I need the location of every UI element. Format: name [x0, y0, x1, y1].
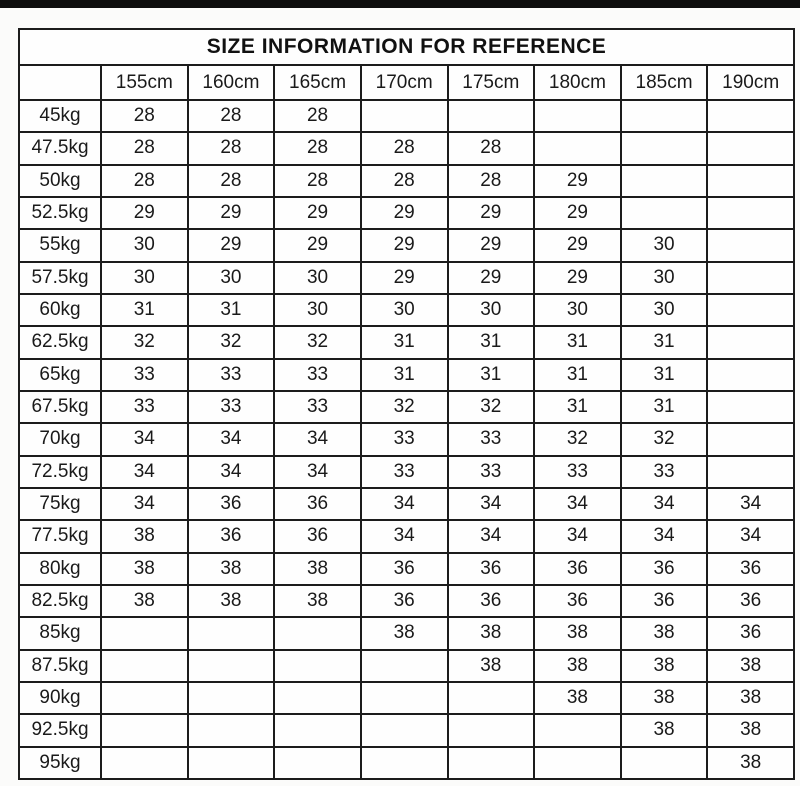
size-cell: 28 — [188, 100, 275, 132]
size-cell: 38 — [448, 617, 535, 649]
size-cell: 36 — [361, 585, 448, 617]
size-cell: 33 — [188, 391, 275, 423]
size-cell — [621, 100, 708, 132]
size-cell: 28 — [101, 165, 188, 197]
size-cell: 32 — [274, 326, 361, 358]
size-cell: 38 — [534, 650, 621, 682]
size-cell: 38 — [534, 682, 621, 714]
size-cell: 36 — [448, 553, 535, 585]
size-cell: 34 — [274, 423, 361, 455]
size-cell: 29 — [361, 197, 448, 229]
table-row-90kg — [19, 682, 794, 714]
size-cell — [361, 747, 448, 779]
size-cell: 33 — [274, 391, 361, 423]
table-row-65kg — [19, 359, 794, 391]
size-cell: 36 — [707, 553, 794, 585]
table-row-85kg — [19, 617, 794, 649]
size-cell: 28 — [274, 132, 361, 164]
size-cell: 38 — [361, 617, 448, 649]
size-cell: 34 — [621, 488, 708, 520]
size-cell: 30 — [101, 229, 188, 261]
size-cell: 29 — [361, 229, 448, 261]
size-cell: 33 — [448, 456, 535, 488]
size-cell: 29 — [274, 229, 361, 261]
size-cell: 33 — [188, 359, 275, 391]
size-cell: 38 — [707, 747, 794, 779]
size-cell: 28 — [448, 165, 535, 197]
size-cell: 36 — [361, 553, 448, 585]
size-cell: 38 — [621, 714, 708, 746]
size-cell: 28 — [101, 132, 188, 164]
size-cell: 34 — [534, 488, 621, 520]
weight-label: 72.5kg — [19, 456, 101, 488]
size-cell: 36 — [707, 585, 794, 617]
weight-label: 47.5kg — [19, 132, 101, 164]
size-cell — [707, 359, 794, 391]
size-cell: 28 — [448, 132, 535, 164]
size-cell: 30 — [621, 294, 708, 326]
size-cell: 38 — [448, 650, 535, 682]
size-cell — [448, 747, 535, 779]
size-cell — [274, 682, 361, 714]
table-row-62.5kg — [19, 326, 794, 358]
weight-label: 85kg — [19, 617, 101, 649]
size-cell — [621, 197, 708, 229]
size-cell: 31 — [621, 391, 708, 423]
size-cell — [707, 326, 794, 358]
size-cell: 36 — [188, 520, 275, 552]
size-cell: 38 — [707, 714, 794, 746]
weight-label: 45kg — [19, 100, 101, 132]
size-cell: 31 — [361, 326, 448, 358]
size-cell: 33 — [361, 456, 448, 488]
page-title: SIZE INFORMATION FOR REFERENCE — [19, 29, 794, 65]
size-cell: 33 — [101, 359, 188, 391]
size-cell — [707, 165, 794, 197]
height-header-row — [19, 65, 794, 100]
table-row-95kg — [19, 747, 794, 779]
size-cell: 38 — [101, 585, 188, 617]
size-cell: 31 — [101, 294, 188, 326]
size-cell: 34 — [361, 488, 448, 520]
size-cell: 31 — [534, 326, 621, 358]
size-cell: 29 — [534, 165, 621, 197]
size-cell: 33 — [448, 423, 535, 455]
size-cell: 29 — [534, 262, 621, 294]
table-row-72.5kg — [19, 456, 794, 488]
size-cell — [274, 650, 361, 682]
height-header-155cm: 155cm — [101, 65, 188, 100]
size-cell: 28 — [101, 100, 188, 132]
size-cell: 28 — [274, 100, 361, 132]
size-cell — [534, 714, 621, 746]
weight-label: 70kg — [19, 423, 101, 455]
size-cell: 30 — [621, 262, 708, 294]
size-cell: 32 — [448, 391, 535, 423]
size-cell — [101, 682, 188, 714]
size-cell — [188, 617, 275, 649]
size-cell — [707, 294, 794, 326]
size-cell: 36 — [621, 585, 708, 617]
size-cell: 38 — [621, 650, 708, 682]
size-cell: 28 — [188, 132, 275, 164]
table-row-52.5kg — [19, 197, 794, 229]
size-cell: 31 — [534, 391, 621, 423]
top-black-bar — [0, 0, 800, 8]
size-cell: 30 — [188, 262, 275, 294]
height-header-190cm: 190cm — [707, 65, 794, 100]
size-cell: 29 — [448, 229, 535, 261]
size-cell: 38 — [101, 553, 188, 585]
weight-label: 67.5kg — [19, 391, 101, 423]
size-cell: 28 — [188, 165, 275, 197]
table-row-60kg — [19, 294, 794, 326]
size-cell: 29 — [274, 197, 361, 229]
size-cell: 36 — [448, 585, 535, 617]
weight-label: 62.5kg — [19, 326, 101, 358]
size-cell: 38 — [188, 553, 275, 585]
size-cell: 28 — [361, 165, 448, 197]
size-cell: 29 — [448, 262, 535, 294]
size-cell: 29 — [534, 229, 621, 261]
height-header-170cm: 170cm — [361, 65, 448, 100]
weight-label: 57.5kg — [19, 262, 101, 294]
size-cell: 32 — [361, 391, 448, 423]
table-title-row — [19, 29, 794, 65]
size-cell: 31 — [448, 359, 535, 391]
size-cell: 33 — [101, 391, 188, 423]
size-reference-table — [18, 28, 795, 780]
size-cell — [274, 747, 361, 779]
corner-cell — [19, 65, 101, 100]
size-cell — [101, 617, 188, 649]
size-cell: 34 — [448, 488, 535, 520]
size-cell — [361, 650, 448, 682]
size-cell — [534, 100, 621, 132]
size-cell — [274, 714, 361, 746]
size-cell: 34 — [361, 520, 448, 552]
size-cell — [534, 747, 621, 779]
size-cell — [101, 714, 188, 746]
size-cell: 32 — [188, 326, 275, 358]
size-cell: 28 — [361, 132, 448, 164]
size-cell — [707, 262, 794, 294]
size-cell: 31 — [361, 359, 448, 391]
size-cell: 36 — [707, 617, 794, 649]
size-cell: 34 — [274, 456, 361, 488]
weight-label: 82.5kg — [19, 585, 101, 617]
weight-label: 77.5kg — [19, 520, 101, 552]
size-cell — [361, 682, 448, 714]
weight-label: 95kg — [19, 747, 101, 779]
size-cell — [188, 682, 275, 714]
size-cell: 30 — [621, 229, 708, 261]
size-cell: 31 — [534, 359, 621, 391]
size-cell: 36 — [274, 520, 361, 552]
size-cell — [448, 714, 535, 746]
table-row-82.5kg — [19, 585, 794, 617]
height-header-165cm: 165cm — [274, 65, 361, 100]
size-cell — [707, 456, 794, 488]
size-cell: 32 — [621, 423, 708, 455]
size-cell: 38 — [101, 520, 188, 552]
table-row-57.5kg — [19, 262, 794, 294]
size-cell: 28 — [274, 165, 361, 197]
size-cell: 36 — [534, 585, 621, 617]
size-cell — [448, 100, 535, 132]
size-cell: 38 — [621, 617, 708, 649]
size-cell: 30 — [361, 294, 448, 326]
size-cell: 34 — [707, 488, 794, 520]
size-cell — [534, 132, 621, 164]
weight-label: 92.5kg — [19, 714, 101, 746]
size-cell — [707, 391, 794, 423]
size-cell: 32 — [101, 326, 188, 358]
size-cell — [101, 650, 188, 682]
size-cell: 38 — [707, 682, 794, 714]
size-cell: 30 — [534, 294, 621, 326]
size-cell — [621, 165, 708, 197]
size-cell: 34 — [101, 456, 188, 488]
size-cell: 34 — [707, 520, 794, 552]
size-cell — [621, 132, 708, 164]
size-cell: 34 — [101, 488, 188, 520]
size-cell: 29 — [188, 229, 275, 261]
size-cell: 31 — [448, 326, 535, 358]
size-cell: 36 — [274, 488, 361, 520]
table-row-55kg — [19, 229, 794, 261]
size-cell: 33 — [361, 423, 448, 455]
size-cell: 34 — [188, 456, 275, 488]
size-cell: 33 — [274, 359, 361, 391]
weight-label: 65kg — [19, 359, 101, 391]
size-cell: 38 — [621, 682, 708, 714]
table-row-75kg — [19, 488, 794, 520]
size-cell — [621, 747, 708, 779]
size-cell: 34 — [448, 520, 535, 552]
size-cell: 38 — [274, 585, 361, 617]
weight-label: 87.5kg — [19, 650, 101, 682]
size-cell — [274, 617, 361, 649]
size-cell — [361, 100, 448, 132]
size-cell: 31 — [621, 326, 708, 358]
size-cell: 29 — [361, 262, 448, 294]
table-row-67.5kg — [19, 391, 794, 423]
size-cell — [707, 100, 794, 132]
size-cell: 30 — [274, 262, 361, 294]
size-cell: 32 — [534, 423, 621, 455]
weight-label: 55kg — [19, 229, 101, 261]
height-header-185cm: 185cm — [621, 65, 708, 100]
weight-label: 75kg — [19, 488, 101, 520]
size-cell: 33 — [534, 456, 621, 488]
size-cell: 31 — [188, 294, 275, 326]
size-cell: 38 — [534, 617, 621, 649]
size-cell — [188, 747, 275, 779]
size-cell: 29 — [448, 197, 535, 229]
size-cell — [448, 682, 535, 714]
size-cell — [361, 714, 448, 746]
table-row-47.5kg — [19, 132, 794, 164]
size-cell: 29 — [188, 197, 275, 229]
weight-label: 50kg — [19, 165, 101, 197]
size-cell: 34 — [534, 520, 621, 552]
size-cell: 30 — [101, 262, 188, 294]
size-cell: 29 — [101, 197, 188, 229]
size-cell: 36 — [188, 488, 275, 520]
table-row-87.5kg — [19, 650, 794, 682]
size-cell: 38 — [707, 650, 794, 682]
size-cell: 38 — [188, 585, 275, 617]
size-cell — [707, 229, 794, 261]
size-cell — [188, 650, 275, 682]
table-row-70kg — [19, 423, 794, 455]
size-cell: 34 — [101, 423, 188, 455]
weight-label: 90kg — [19, 682, 101, 714]
weight-label: 80kg — [19, 553, 101, 585]
table-row-77.5kg — [19, 520, 794, 552]
size-cell: 29 — [534, 197, 621, 229]
height-header-160cm: 160cm — [188, 65, 275, 100]
table-row-80kg — [19, 553, 794, 585]
size-cell — [707, 423, 794, 455]
size-cell: 36 — [621, 553, 708, 585]
table-row-92.5kg — [19, 714, 794, 746]
size-cell: 30 — [274, 294, 361, 326]
size-cell: 38 — [274, 553, 361, 585]
size-cell: 34 — [188, 423, 275, 455]
weight-label: 52.5kg — [19, 197, 101, 229]
height-header-175cm: 175cm — [448, 65, 535, 100]
size-cell — [707, 197, 794, 229]
size-cell — [707, 132, 794, 164]
height-header-180cm: 180cm — [534, 65, 621, 100]
size-cell — [101, 747, 188, 779]
size-cell: 34 — [621, 520, 708, 552]
size-cell: 31 — [621, 359, 708, 391]
size-cell: 30 — [448, 294, 535, 326]
size-cell: 36 — [534, 553, 621, 585]
table-row-50kg — [19, 165, 794, 197]
weight-label: 60kg — [19, 294, 101, 326]
size-cell — [188, 714, 275, 746]
size-cell: 33 — [621, 456, 708, 488]
table-row-45kg — [19, 100, 794, 132]
